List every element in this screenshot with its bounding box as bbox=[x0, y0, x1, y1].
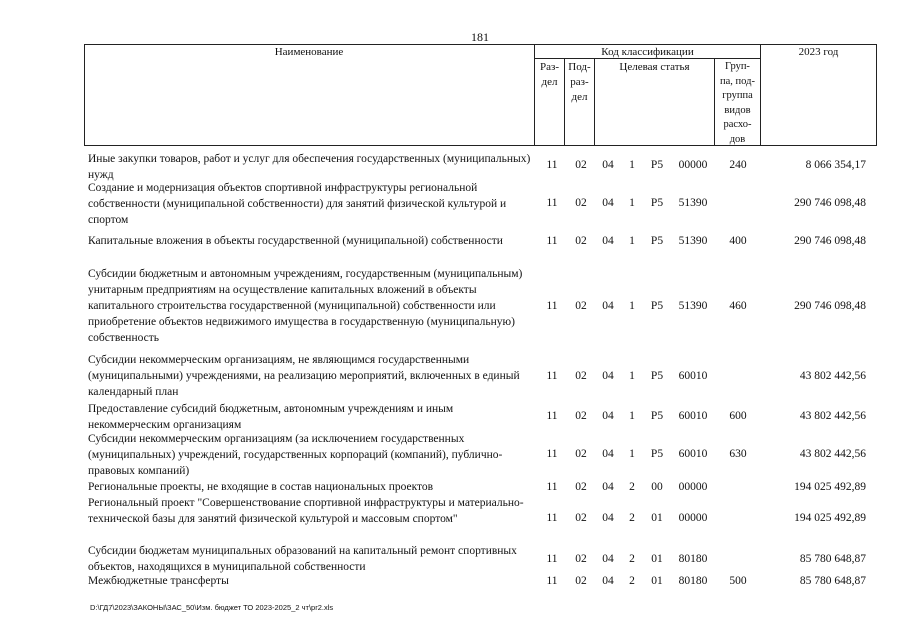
header-year: 2023 год bbox=[798, 46, 839, 58]
cell-cs-type: 1 bbox=[629, 370, 635, 382]
cell-amount: 43 802 442,56 bbox=[799, 370, 866, 382]
cell-razdel: 11 bbox=[546, 197, 558, 209]
table-row bbox=[0, 180, 905, 228]
cell-vr: 240 bbox=[729, 159, 747, 171]
cell-vr: 630 bbox=[729, 448, 747, 460]
table-row bbox=[0, 573, 905, 589]
cell-cs-program: 04 bbox=[602, 197, 614, 209]
cell-cs-project: P5 bbox=[650, 197, 664, 209]
cell-cs-project: P5 bbox=[650, 448, 664, 460]
cell-razdel: 11 bbox=[546, 575, 558, 587]
cell-cs-direction: 80180 bbox=[678, 553, 708, 565]
cell-podrazdel: 02 bbox=[575, 410, 587, 422]
table-row bbox=[0, 543, 905, 575]
cell-cs-type: 2 bbox=[629, 553, 635, 565]
cell-amount: 43 802 442,56 bbox=[799, 410, 866, 422]
cell-amount: 43 802 442,56 bbox=[799, 448, 866, 460]
cell-podrazdel: 02 bbox=[575, 370, 587, 382]
cell-podrazdel: 02 bbox=[575, 448, 587, 460]
cell-vr: 400 bbox=[729, 235, 747, 247]
cell-amount: 194 025 492,89 bbox=[794, 481, 866, 493]
row-name: Иные закупки товаров, работ и услуг для обеспечения государственных (муниципальных) нужд bbox=[88, 153, 531, 181]
row-name: Предоставление субсидий бюджетным, автономным учреждениям и иным некоммерческим организациям bbox=[88, 403, 454, 431]
file-path-footer: D:\ГД7\2023\ЗАКОНЫ\ЗАС_50\Изм. бюджет ТО 2023-2025_2 чт\pr2.xls bbox=[90, 603, 334, 612]
row-name: Субсидии некоммерческим организациям, не являющимся государственными (муниципальными) учреждениями, на реализацию мероприятий, включенных в единый календарный план bbox=[88, 354, 520, 398]
table-row bbox=[0, 431, 905, 479]
table-row bbox=[0, 266, 905, 346]
header-podrazdel: Под- раз- дел bbox=[568, 61, 591, 103]
cell-cs-type: 2 bbox=[629, 575, 635, 587]
header-name: Наименование bbox=[274, 46, 344, 58]
cell-cs-program: 04 bbox=[602, 448, 614, 460]
cell-cs-type: 1 bbox=[629, 235, 635, 247]
cell-razdel: 11 bbox=[546, 370, 558, 382]
cell-amount: 85 780 648,87 bbox=[799, 553, 866, 565]
row-name: Региональные проекты, не входящие в состав национальных проектов bbox=[88, 481, 434, 493]
cell-cs-type: 2 bbox=[629, 512, 635, 524]
cell-cs-project: P5 bbox=[650, 159, 664, 171]
cell-cs-direction: 51390 bbox=[678, 235, 708, 247]
cell-cs-program: 04 bbox=[602, 512, 614, 524]
cell-cs-direction: 51390 bbox=[678, 300, 708, 312]
table-header bbox=[84, 44, 877, 146]
cell-cs-program: 04 bbox=[602, 481, 614, 493]
cell-cs-program: 04 bbox=[602, 575, 614, 587]
cell-cs-direction: 60010 bbox=[678, 448, 708, 460]
cell-vr: 500 bbox=[729, 575, 747, 587]
cell-podrazdel: 02 bbox=[575, 553, 587, 565]
cell-cs-project: 01 bbox=[651, 512, 663, 524]
table-row bbox=[0, 401, 905, 433]
cell-cs-type: 1 bbox=[629, 159, 635, 171]
cell-cs-direction: 51390 bbox=[678, 197, 708, 209]
row-name: Создание и модернизация объектов спортивной инфраструктуры региональной собственности (муниципальной собственности) для занятий физической культурой и спортом bbox=[88, 182, 507, 226]
cell-podrazdel: 02 bbox=[575, 159, 587, 171]
cell-cs-project: P5 bbox=[650, 370, 664, 382]
row-name: Субсидии некоммерческим организациям (за исключением государственных (муниципальных) учреждений, государственных корпораций (компаний), публично-правовых компаний) bbox=[88, 433, 503, 477]
cell-podrazdel: 02 bbox=[575, 481, 587, 493]
cell-amount: 8 066 354,17 bbox=[805, 159, 866, 171]
cell-cs-direction: 80180 bbox=[678, 575, 708, 587]
cell-cs-program: 04 bbox=[602, 235, 614, 247]
cell-cs-program: 04 bbox=[602, 553, 614, 565]
cell-razdel: 11 bbox=[546, 235, 558, 247]
cell-razdel: 11 bbox=[546, 159, 558, 171]
table-row bbox=[0, 495, 905, 543]
row-name: Субсидии бюджетам муниципальных образований на капитальный ремонт спортивных объектов, находящихся в муниципальной собственности bbox=[88, 545, 517, 573]
cell-cs-project: P5 bbox=[650, 235, 664, 247]
row-name: Межбюджетные трансферты bbox=[88, 575, 229, 587]
cell-amount: 194 025 492,89 bbox=[794, 512, 866, 524]
cell-vr: 460 bbox=[729, 300, 747, 312]
cell-amount: 85 780 648,87 bbox=[799, 575, 866, 587]
cell-razdel: 11 bbox=[546, 512, 558, 524]
page-number: 181 bbox=[471, 30, 489, 44]
cell-cs-type: 1 bbox=[629, 197, 635, 209]
cell-cs-project: P5 bbox=[650, 410, 664, 422]
cell-cs-type: 1 bbox=[629, 410, 635, 422]
cell-razdel: 11 bbox=[546, 300, 558, 312]
cell-amount: 290 746 098,48 bbox=[794, 235, 866, 247]
cell-cs-type: 1 bbox=[629, 300, 635, 312]
cell-cs-direction: 60010 bbox=[678, 370, 708, 382]
table-row bbox=[0, 352, 905, 400]
cell-cs-direction: 60010 bbox=[678, 410, 708, 422]
cell-razdel: 11 bbox=[546, 481, 558, 493]
cell-razdel: 11 bbox=[546, 410, 558, 422]
cell-cs-program: 04 bbox=[602, 159, 614, 171]
table-row bbox=[0, 151, 905, 183]
cell-cs-project: 00 bbox=[651, 481, 663, 493]
table-row bbox=[0, 233, 905, 253]
cell-cs-program: 04 bbox=[602, 410, 614, 422]
cell-podrazdel: 02 bbox=[575, 300, 587, 312]
cell-podrazdel: 02 bbox=[575, 235, 587, 247]
cell-amount: 290 746 098,48 bbox=[794, 197, 866, 209]
cell-podrazdel: 02 bbox=[575, 197, 587, 209]
cell-cs-type: 1 bbox=[629, 448, 635, 460]
cell-cs-type: 2 bbox=[629, 481, 635, 493]
cell-cs-direction: 00000 bbox=[678, 481, 708, 493]
cell-cs-direction: 00000 bbox=[678, 512, 708, 524]
cell-cs-program: 04 bbox=[602, 370, 614, 382]
cell-razdel: 11 bbox=[546, 448, 558, 460]
cell-podrazdel: 02 bbox=[575, 512, 587, 524]
header-gruppa: Груп- па, под- группа видов расхо- дов bbox=[720, 61, 755, 145]
cell-razdel: 11 bbox=[546, 553, 558, 565]
header-code: Код классификации bbox=[601, 46, 694, 58]
row-name: Субсидии бюджетным и автономным учреждениям, государственным (муниципальным) унитарным предприятиям на осуществление капитальных вложений в объекты капитального строительства государственной (муниципальной) собственности или приобретение объектов недвижимого имущества в государственную (муниципальную) собственность bbox=[88, 268, 523, 344]
row-name: Региональный проект "Совершенствование спортивной инфраструктуры и материально-технической базы для занятий физической культурой и массовым спортом" bbox=[88, 497, 524, 525]
header-celevaya: Целевая статья bbox=[619, 61, 690, 73]
header-razdel: Раз- дел bbox=[539, 61, 559, 88]
cell-cs-project: 01 bbox=[651, 553, 663, 565]
cell-vr: 600 bbox=[729, 410, 747, 422]
cell-cs-program: 04 bbox=[602, 300, 614, 312]
cell-cs-project: 01 bbox=[651, 575, 663, 587]
cell-amount: 290 746 098,48 bbox=[794, 300, 866, 312]
table-row bbox=[0, 479, 905, 495]
cell-cs-direction: 00000 bbox=[678, 159, 708, 171]
row-name: Капитальные вложения в объекты государственной (муниципальной) собственности bbox=[88, 235, 503, 247]
cell-podrazdel: 02 bbox=[575, 575, 587, 587]
cell-cs-project: P5 bbox=[650, 300, 664, 312]
